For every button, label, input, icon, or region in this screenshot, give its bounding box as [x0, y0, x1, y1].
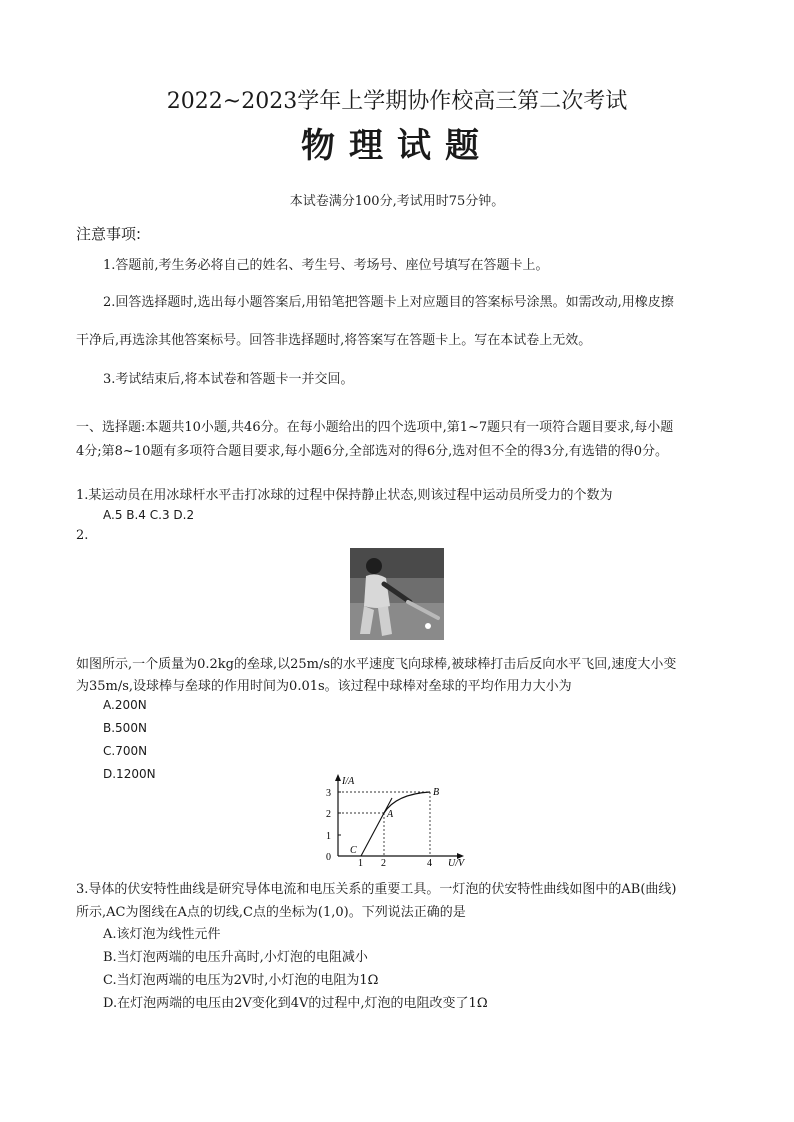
- section-1-instructions-line-1: 一、选择题:本题共10小题,共46分。在每小题给出的四个选项中,第1~7题只有一项符合题目要求,每小题: [76, 420, 674, 435]
- point-c-label: C: [350, 845, 357, 856]
- question-2-stem-line-1: 如图所示,一个质量为0.2kg的垒球,以25m/s的水平速度飞向球棒,被球棒打击后反向水平飞回,速度大小变: [76, 657, 677, 672]
- question-3-stem-line-1: 3.导体的伏安特性曲线是研究导体电流和电压关系的重要工具。一灯泡的伏安特性曲线如图中的AB(曲线): [76, 882, 677, 897]
- exam-intro: 本试卷满分100分,考试用时75分钟。: [289, 194, 505, 209]
- point-b-label: B: [433, 787, 440, 798]
- notice-item-2-line-2: 干净后,再选涂其他答案标号。回答非选择题时,将答案写在答题卡上。写在本试卷上无效。: [76, 333, 592, 348]
- tangent-line-ac: [361, 798, 392, 856]
- question-3-option-a: A.该灯泡为线性元件: [103, 927, 221, 942]
- question-2-stem-line-2: 为35m/s,设球棒与垒球的作用时间为0.01s。该过程中球棒对垒球的平均作用力大小为: [76, 679, 572, 694]
- origin-label: 0: [326, 852, 331, 863]
- y-axis-arrow: [335, 774, 341, 781]
- x-tick-label-1: 1: [358, 858, 363, 868]
- iv-characteristic-graph: [308, 772, 484, 868]
- y-tick-label-3: 3: [326, 788, 331, 799]
- question-2-option-b: B.500N: [103, 721, 147, 735]
- question-2-option-a: A.200N: [103, 698, 147, 712]
- question-3-stem-line-2: 所示,AC为图线在A点的切线,C点的坐标为(1,0)。下列说法正确的是: [76, 905, 466, 920]
- question-2-option-d: D.1200N: [103, 767, 156, 781]
- subject-title: 物理试题: [301, 126, 493, 166]
- question-3-option-b: B.当灯泡两端的电压升高时,小灯泡的电阻减小: [103, 950, 368, 965]
- x-axis-label: U/V: [448, 858, 465, 868]
- notice-item-1: 1.答题前,考生务必将自己的姓名、考生号、考场号、座位号填写在答题卡上。: [103, 258, 549, 273]
- notice-item-2-line-1: 2.回答选择题时,选出每小题答案后,用铅笔把答题卡上对应题目的答案标号涂黑。如需改动,用橡皮擦: [103, 295, 674, 310]
- point-a-label: A: [387, 809, 394, 820]
- exam-title: 2022~2023学年上学期协作校高三第二次考试: [166, 89, 628, 114]
- y-tick-label-2: 2: [326, 809, 331, 820]
- notice-heading: 注意事项:: [76, 225, 142, 243]
- baseball-batter-photo: [350, 548, 444, 640]
- notice-item-3: 3.考试结束后,将本试卷和答题卡一并交回。: [103, 372, 354, 387]
- question-1-options: A.5 B.4 C.3 D.2: [103, 508, 195, 522]
- question-2-number: 2.: [76, 528, 89, 543]
- x-tick-label-2: 2: [381, 858, 386, 868]
- question-3-option-c: C.当灯泡两端的电压为2V时,小灯泡的电阻为1Ω: [103, 973, 379, 988]
- question-2-option-c: C.700N: [103, 744, 148, 758]
- section-1-instructions-line-2: 4分;第8~10题有多项符合题目要求,每小题6分,全部选对的得6分,选对但不全的得3分,有选错的得0分。: [76, 444, 668, 459]
- y-axis-label: I/A: [342, 776, 355, 787]
- x-tick-label-4: 4: [427, 858, 432, 868]
- y-tick-label-1: 1: [326, 831, 331, 842]
- question-1-stem: 1.某运动员在用冰球杆水平击打冰球的过程中保持静止状态,则该过程中运动员所受力的个数为: [76, 488, 613, 503]
- question-3-option-d: D.在灯泡两端的电压由2V变化到4V的过程中,灯泡的电阻改变了1Ω: [103, 996, 488, 1011]
